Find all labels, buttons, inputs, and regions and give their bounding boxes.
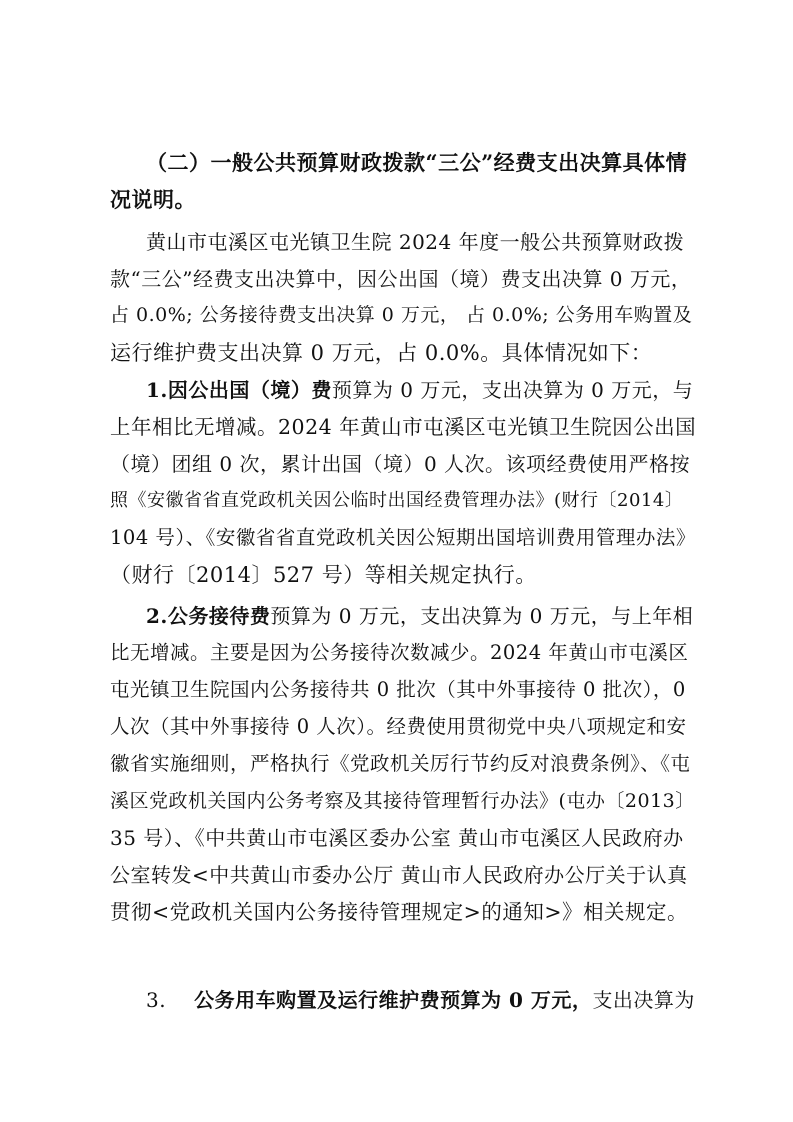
item1-title: 1.因公出国（境）费	[146, 378, 332, 402]
item2-first-line-rest: 预算为 0 万元，支出决算为 0 万元，与上年相	[270, 604, 694, 628]
intro-line: 款“三公”经费支出决算中，因公出国（境）费支出决算 0 万元，	[110, 267, 692, 291]
item1-first-line	[146, 375, 695, 405]
section-heading-line1: （二）一般公共预算财政拨款“三公”经费支出决算具体情	[146, 150, 688, 175]
item3-first-line-rest: 支出决算为	[592, 988, 695, 1012]
item2-line: 人次（其中外事接待 0 人次）。经费使用贯彻党中央八项规定和安	[110, 715, 687, 738]
item3-title: 公务用车购置及运行维护费预算为 0 万元，	[194, 988, 593, 1012]
item3-first-line	[146, 985, 695, 1015]
item2-line: 屯光镇卫生院国内公务接待共 0 批次（其中外事接待 0 批次），0	[110, 678, 686, 701]
item1-line: 上年相比无增减。2024 年黄山市屯溪区屯光镇卫生院因公出国	[110, 415, 697, 439]
item2-line: 徽省实施细则，严格执行《党政机关厉行节约反对浪费条例》、《屯	[110, 752, 691, 775]
item2-title: 2.公务接待费	[146, 604, 271, 628]
item1-line: 104 号）、《安徽省省直党政机关因公短期出国培训费用管理办法》	[110, 526, 696, 549]
section-heading-line2: 况说明。	[110, 187, 196, 212]
item1-line: 照《安徽省省直党政机关因公临时出国经费管理办法》(财行〔2014〕	[110, 490, 684, 511]
item2-first-line	[146, 601, 695, 631]
item2-line: 比无增减。主要是因为公务接待次数减少。2024 年黄山市屯溪区	[110, 641, 689, 664]
item3-number: 3.	[146, 988, 167, 1012]
item1-first-line-rest: 预算为 0 万元，支出决算为 0 万元，与	[331, 378, 694, 402]
item2-line: 溪区党政机关国内公务考察及其接待管理暂行办法》(屯办〔2013〕	[110, 790, 695, 812]
item2-line: 公室转发<中共黄山市委办公厅 黄山市人民政府办公厅关于认真	[110, 863, 688, 887]
intro-line: 运行维护费支出决算 0 万元，占 0.0%。具体情况如下：	[110, 341, 653, 365]
intro-line: 黄山市屯溪区屯光镇卫生院 2024 年度一般公共预算财政拨	[146, 230, 685, 254]
item1-line: （境）团组 0 次，累计出国（境）0 人次。该项经费使用严格按	[110, 452, 691, 476]
item2-line: 35 号）、《中共黄山市屯溪区委办公室 黄山市屯溪区人民政府办	[110, 826, 684, 850]
item1-line: （财行〔2014〕527 号）等相关规定执行。	[110, 563, 537, 587]
intro-line: 占 0.0%; 公务接待费支出决算 0 万元， 占 0.0%; 公务用车购置及	[110, 304, 693, 326]
item2-line: 贯彻<党政机关国内公务接待管理规定>的通知>》相关规定。	[110, 900, 689, 924]
